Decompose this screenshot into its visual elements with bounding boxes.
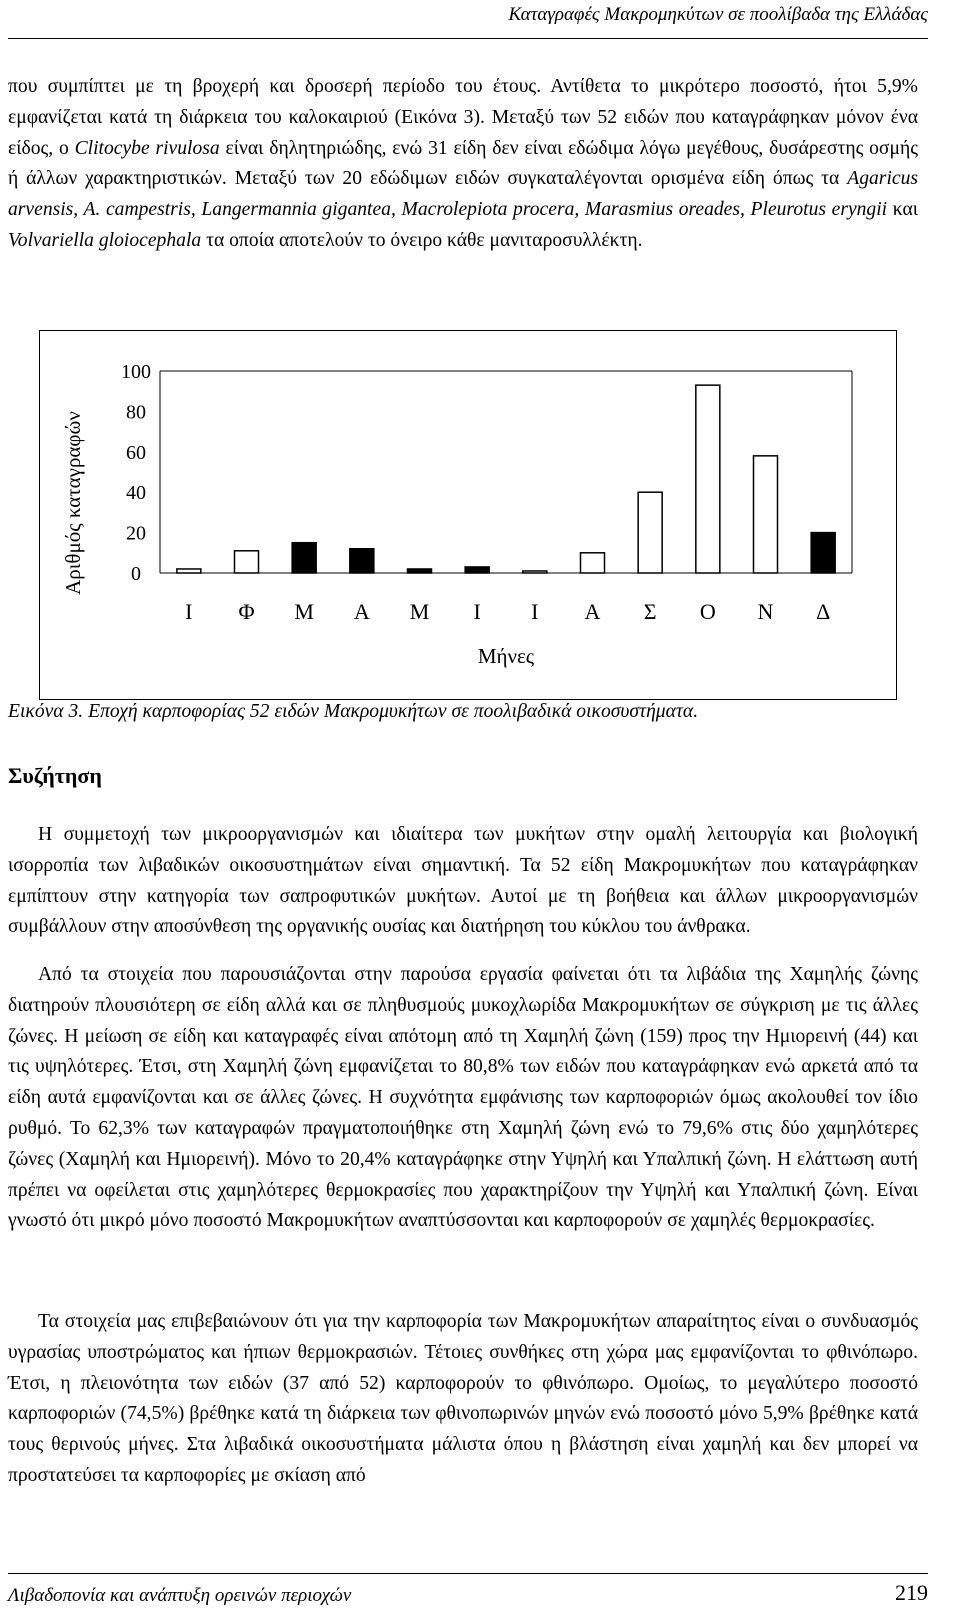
page-number: 219 [895, 1580, 928, 1605]
x-tick-label: Ι [531, 599, 539, 624]
bar-9 [638, 492, 662, 573]
bar-8 [581, 553, 605, 573]
intro-text-4: τα οποία αποτελούν το όνειρο κάθε μανιταροσυλλέκτη. [201, 229, 643, 251]
x-tick-label: Μ [294, 599, 314, 624]
y-tick-label: 40 [126, 482, 146, 505]
y-tick-label: 80 [126, 401, 146, 424]
figure-3-chart [39, 330, 897, 700]
x-tick-label: Ν [757, 599, 774, 624]
x-tick-label: Α [584, 599, 601, 624]
x-tick-label: Φ [238, 599, 255, 624]
bar-3 [292, 543, 316, 573]
intro-species-list: Agaricus arvensis, A. campestris, Langermannia gigantea, Macrolepiota procera, Marasmius oreades, Pleurotus eryngii [8, 168, 918, 221]
chart-svg [40, 331, 896, 699]
discussion-paragraph-1: Η συμμετοχή των μικροοργανισμών και ιδιαίτερα των μυκήτων στην ομαλή λειτουργία και βιολογική ισορροπία των λιβαδικών οικοσυστημάτων είναι σημαντική. Τα 52 είδη Μακρομυκήτων που καταγράφηκαν εμπίπτουν στην κατηγορία των σαπροφυτικών μυκήτων. Αυτοί με τη βοήθεια και άλλων μικροοργανισμών συμβάλλουν στην αποσύνθεση της οργανικής ουσίας και διατήρηση του κύκλου του άνθρακα. [8, 824, 918, 938]
footer-rule [8, 1573, 928, 1574]
x-tick-label: Μ [409, 599, 430, 624]
caption-text: Εποχή καρποφορίας 52 ειδών Μακρομυκήτων σε ποολιβαδικά οικοσυστήματα. [83, 701, 699, 722]
discussion-paragraph-2: Από τα στοιχεία που παρουσιάζονται στην παρούσα εργασία φαίνεται ότι τα λιβάδια της Χαμηλής ζώνης διατηρούν πλουσιότερη σε είδη αλλά και σε πληθυσμούς μυκοχλωρίδα Μακρομυκήτων σε σύγκριση με τις άλλες ζώνες. Η μείωση σε είδη και καταγραφές είναι απότομη από τη Χαμηλή ζώνη (159) προς την Ημιορεινή (44) και τις υψηλότερες. Έτσι, στη Χαμηλή ζώνη εμφανίζεται το 80,8% των ειδών που καταγράφηκαν ενώ αρκετά από τα είδη αυτά εμφανίζονται και σε άλλες ζώνες. Η συχνότητα εμφάνισης των καρποφοριών όμως ακολουθεί τον ίδιο ρυθμό. Το 62,3% των καταγραφών πραγματοποιήθηκε στη Χαμηλή ζώνη ενώ το 79,6% στις δύο χαμηλότερες ζώνες (Χαμηλή και Ημιορεινή). Μόνο το 20,4% καταγράφηκε στην Υψηλή και Υπαλπική ζώνη. Η ελάττωση αυτή πρέπει να οφείλεται στις χαμηλότερες θερμοκρασίες που χαρακτηρίζουν την Υψηλή και Υπαλπική ζώνη. Είναι γνωστό ότι μικρό μόνο ποσοστό Μακρομυκήτων αναπτύσσονται και καρποφορούν σε χαμηλές θερμοκρασίες. [8, 964, 918, 1232]
x-tick-label: Σ [643, 599, 657, 624]
bar-10 [696, 385, 720, 573]
y-axis-label [61, 411, 85, 595]
intro-text-1: που συμπίπτει με τη βροχερή και δροσερή περίοδο του έτους. Αντίθετα το μικρότερο ποσοστό, ήτοι 5,9% εμφανίζεται κατά τη διάρκεια του καλοκαιριού (Εικόνα 3). Μεταξύ των 52 ειδών που καταγράφηκαν μόνον ένα είδος, ο [8, 76, 918, 159]
bar-6 [465, 567, 489, 573]
intro-species-2: Volvariella gloiocephala [8, 229, 202, 251]
intro-species-1: Clitocybe rivulosa [74, 137, 220, 159]
x-tick-label: Ι [185, 599, 193, 624]
y-tick-label: 60 [126, 441, 146, 464]
bar-1 [177, 569, 201, 573]
bar-11 [754, 456, 778, 573]
bar-4 [350, 549, 374, 573]
bar-12 [811, 533, 835, 573]
header-rule [8, 38, 928, 39]
intro-text-3: και [887, 199, 918, 221]
x-axis-label: Μήνες [477, 644, 535, 668]
section-title: Συζήτηση [8, 763, 102, 788]
y-tick-label: 100 [121, 361, 151, 383]
intro-text-2: είναι δηλητηριώδης, ενώ 31 είδη δεν είναι εδώδιμα λόγω μεγέθους, δυσάρεστης οσμής ή άλλων χαρακτηριστικών. Μεταξύ των 20 εδώδιμων ειδών συγκαταλέγονται ορισμένα είδη όπως τα [8, 137, 918, 190]
y-tick-label: 0 [131, 563, 141, 585]
bar-5 [408, 569, 432, 573]
figure-caption [8, 701, 698, 723]
footer-title: Λιβαδοπονία και ανάπτυξη ορεινών περιοχών [8, 1585, 352, 1606]
svg-text:Αριθμός καταγραφών: Αριθμός καταγραφών [61, 411, 85, 595]
running-header: Καταγραφές Μακρομηκύτων σε ποολίβαδα της Ελλάδας [508, 4, 928, 25]
bar-2 [235, 551, 259, 573]
x-tick-label: Ο [699, 599, 716, 624]
x-tick-label: Ι [473, 599, 481, 624]
caption-label: Εικόνα 3. [8, 701, 84, 722]
x-tick-label: Α [353, 599, 370, 624]
y-tick-label: 20 [126, 522, 146, 545]
x-tick-label: Δ [816, 599, 831, 624]
intro-paragraph [8, 72, 918, 257]
discussion-paragraph-3: Τα στοιχεία μας επιβεβαιώνουν ότι για την καρποφορία των Μακρομυκήτων απαραίτητος είναι ο συνδυασμός υγρασίας υποστρώματος και ήπιων θερμοκρασιών. Τέτοιες συνθήκες στη χώρα μας εμφανίζονται το φθινόπωρο. Έτσι, η πλειονότητα των ειδών (37 από 52) καρποφορούν το φθινόπωρο. Ομοίως, το μεγαλύτερο ποσοστό καρποφοριών (74,5%) βρέθηκε κατά τη διάρκεια των φθινοπωρινών μηνών ενώ ποσοστό μόνο 5,9% βρέθηκε κατά τους θερινούς μήνες. Στα λιβαδικά οικοσυστήματα μάλιστα όπου η βλάστηση είναι χαμηλή και δεν μπορεί να προστατεύσει τα καρποφορίες με σκίαση από [8, 1311, 918, 1486]
bar-7 [523, 571, 547, 573]
